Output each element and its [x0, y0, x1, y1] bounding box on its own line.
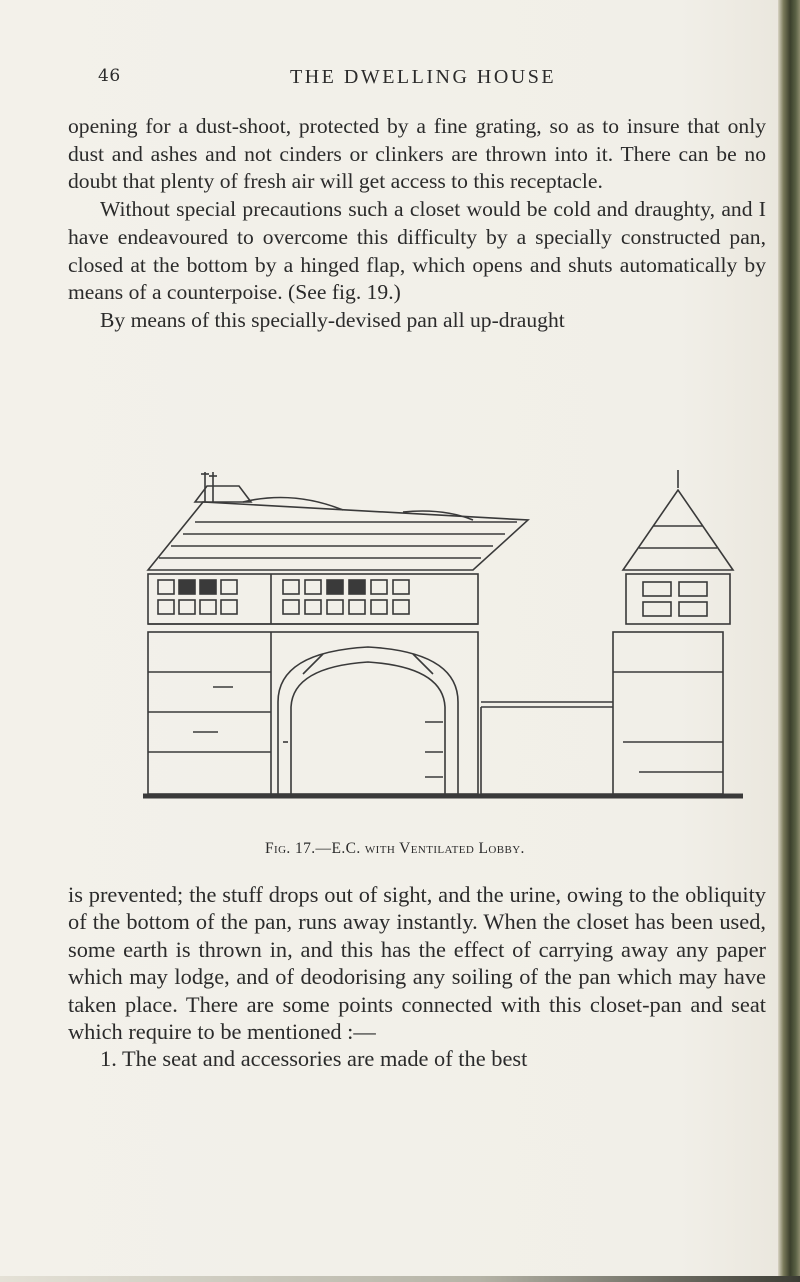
paragraph: 1. The seat and accessories are made of the best [100, 1046, 528, 1072]
figure-drawing [143, 470, 743, 796]
figure-caption: Fig. 17.—E.C. with Ventilated Lobby. [265, 840, 525, 857]
text-block-top [68, 113, 766, 335]
page-edge [778, 0, 800, 1282]
running-title: THE DWELLING HOUSE [290, 66, 557, 88]
lobby-link [481, 702, 613, 794]
page-bottom-edge [0, 1276, 800, 1282]
text-block-bottom [68, 881, 766, 1073]
page-header [80, 66, 780, 98]
left-vent-pipe [195, 472, 251, 502]
paragraph: By means of this specially-devised pan all up-draught [100, 307, 565, 332]
archway [278, 647, 458, 794]
paragraph: Without special precautions such a closet would be cold and draughty, and I have endeavoured to overcome this difficulty by a specially constructed pan, closed at the bottom by a hinged flap, which opens and shuts automatically by means of a counterpoise. (See fig. 19.) [68, 197, 766, 305]
page-number: 46 [98, 66, 121, 86]
upper-window-band [148, 574, 478, 624]
paragraph: is prevented; the stuff drops out of sight, and the urine, owing to the obliquity of the bottom of the pan, runs away instantly. When the closet has been used, some earth is thrown in, and this has the effect of carrying away any paper which may lodge, and of deodorising any soiling of the pan which may have taken place. There are some points connected with this closet-pan and seat which require to be mentioned :— [68, 882, 766, 1045]
right-tower [613, 470, 733, 794]
figure-ec-ventilated-lobby [143, 462, 743, 822]
main-roof [148, 498, 528, 571]
paragraph: opening for a dust-shoot, protected by a fine grating, so as to insure that only dust and ashes and not cinders or clinkers are thrown into it. There can be no doubt that plenty of fresh air will get access to this receptacle. [68, 114, 766, 194]
